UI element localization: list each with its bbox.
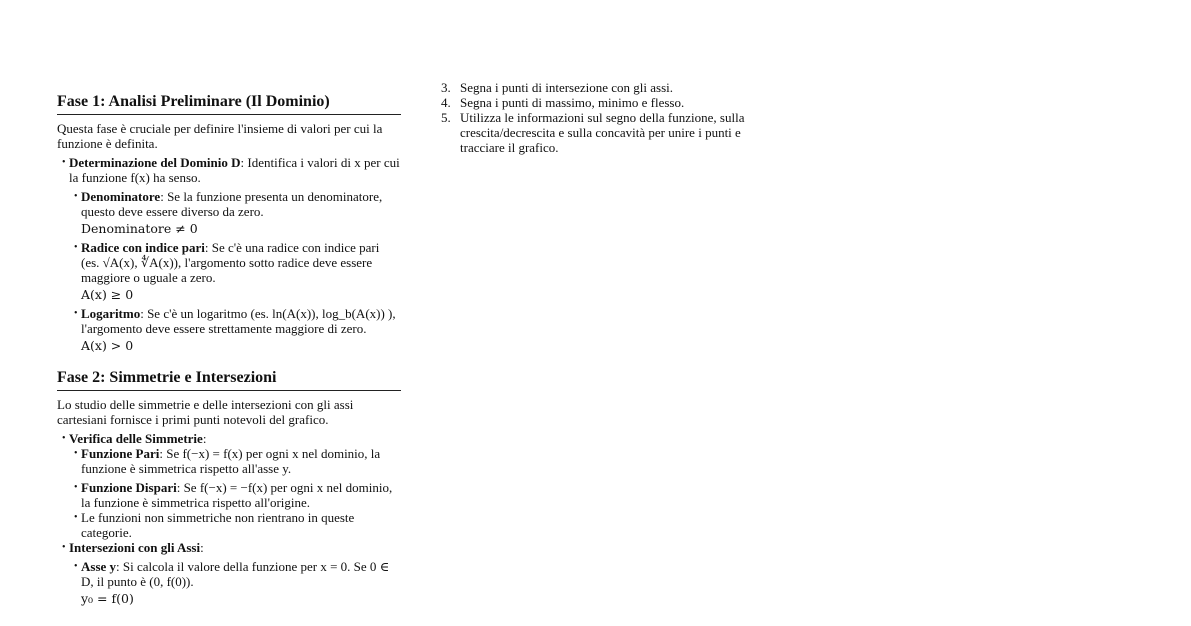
item-text: : <box>202 431 207 446</box>
step-number: 5. <box>441 110 451 125</box>
item-text: : Se la funzione presenta un denominatore, questo deve essere diverso da zero. <box>81 189 383 219</box>
section-fase-1 <box>57 93 401 353</box>
list-item-logaritmo <box>57 306 401 336</box>
item-bold: Logaritmo <box>81 306 141 321</box>
bullet-list <box>57 240 401 285</box>
formula-logaritmo: A(x) > 0 <box>81 338 134 353</box>
list-item-dispari <box>57 480 401 510</box>
section-title: Fase 1: Analisi Preliminare (Il Dominio) <box>57 93 401 115</box>
section-title: Fase 2: Simmetrie e Intersezioni <box>57 369 401 391</box>
list-item-non-simmetriche <box>57 510 401 540</box>
bullet-list <box>57 431 401 589</box>
formula-denominatore: Denominatore ≠ 0 <box>81 221 198 236</box>
bullet-list <box>57 306 401 336</box>
item-text: : Identifica i valori di x per cui la funzione f(x) ha senso. <box>69 155 400 185</box>
list-item-dominio <box>57 155 401 185</box>
item-bold: Verifica delle Simmetrie <box>69 431 203 446</box>
left-column <box>57 93 401 610</box>
step-text: Utilizza le informazioni sul segno della funzione, sulla crescita/decrescita e sulla concavità per unire i punti e tracciare il grafico. <box>460 110 745 155</box>
item-text: : Se f(−x) = f(x) per ogni x nel dominio, la funzione è simmetrica rispetto all'asse y. <box>81 446 381 476</box>
numbered-steps-list <box>441 80 761 155</box>
list-item-asse-y <box>57 559 401 589</box>
step-number: 4. <box>441 95 451 110</box>
formula-radice: A(x) ≥ 0 <box>81 287 134 302</box>
item-bold: Funzione Dispari <box>81 480 177 495</box>
item-bold: Determinazione del Dominio D <box>69 155 241 170</box>
bullet-list <box>57 155 401 219</box>
list-item-step-3 <box>441 80 761 95</box>
list-item-radice <box>57 240 401 285</box>
item-bold: Asse y <box>81 559 117 574</box>
section-intro: Questa fase è cruciale per definire l'insieme di valori per cui la funzione è definita. <box>57 121 383 151</box>
item-text: : Se c'è un logaritmo (es. ln(A(x)), log_b(A(x)) ), l'argomento deve essere strettamente maggiore di zero. <box>81 306 396 336</box>
step-text: Segna i punti di intersezione con gli assi. <box>460 80 674 95</box>
list-item-step-4 <box>441 95 761 110</box>
item-bold: Radice con indice pari <box>81 240 205 255</box>
section-intro: Lo studio delle simmetrie e delle intersezioni con gli assi cartesiani fornisce i primi punti notevoli del grafico. <box>57 397 354 427</box>
item-bold: Intersezioni con gli Assi <box>69 540 201 555</box>
item-text: : Se f(−x) = −f(x) per ogni x nel dominio, la funzione è simmetrica rispetto all'origine. <box>81 480 393 510</box>
list-item-denominatore <box>57 189 401 219</box>
list-item-simmetrie <box>57 431 401 446</box>
list-item-pari <box>57 446 401 476</box>
step-text: Segna i punti di massimo, minimo e flesso. <box>460 95 685 110</box>
item-text: Le funzioni non simmetriche non rientrano in queste categorie. <box>81 510 355 540</box>
list-item-intersezioni <box>57 540 401 555</box>
item-text: : <box>200 540 204 555</box>
list-item-step-5 <box>441 110 761 155</box>
item-text: : Si calcola il valore della funzione per x = 0. Se 0 ∈ D, il punto è (0, f(0)). <box>81 559 390 589</box>
formula-asse-y: y₀ = f(0) <box>81 591 134 606</box>
step-number: 3. <box>441 80 451 95</box>
item-bold: Denominatore <box>81 189 161 204</box>
item-bold: Funzione Pari <box>81 446 160 461</box>
right-column <box>441 80 761 155</box>
item-text: : Se c'è una radice con indice pari (es. √A(x), ∜A(x)), l'argomento sotto radice deve essere maggiore o uguale a zero. <box>81 240 380 285</box>
section-fase-2 <box>57 369 401 606</box>
